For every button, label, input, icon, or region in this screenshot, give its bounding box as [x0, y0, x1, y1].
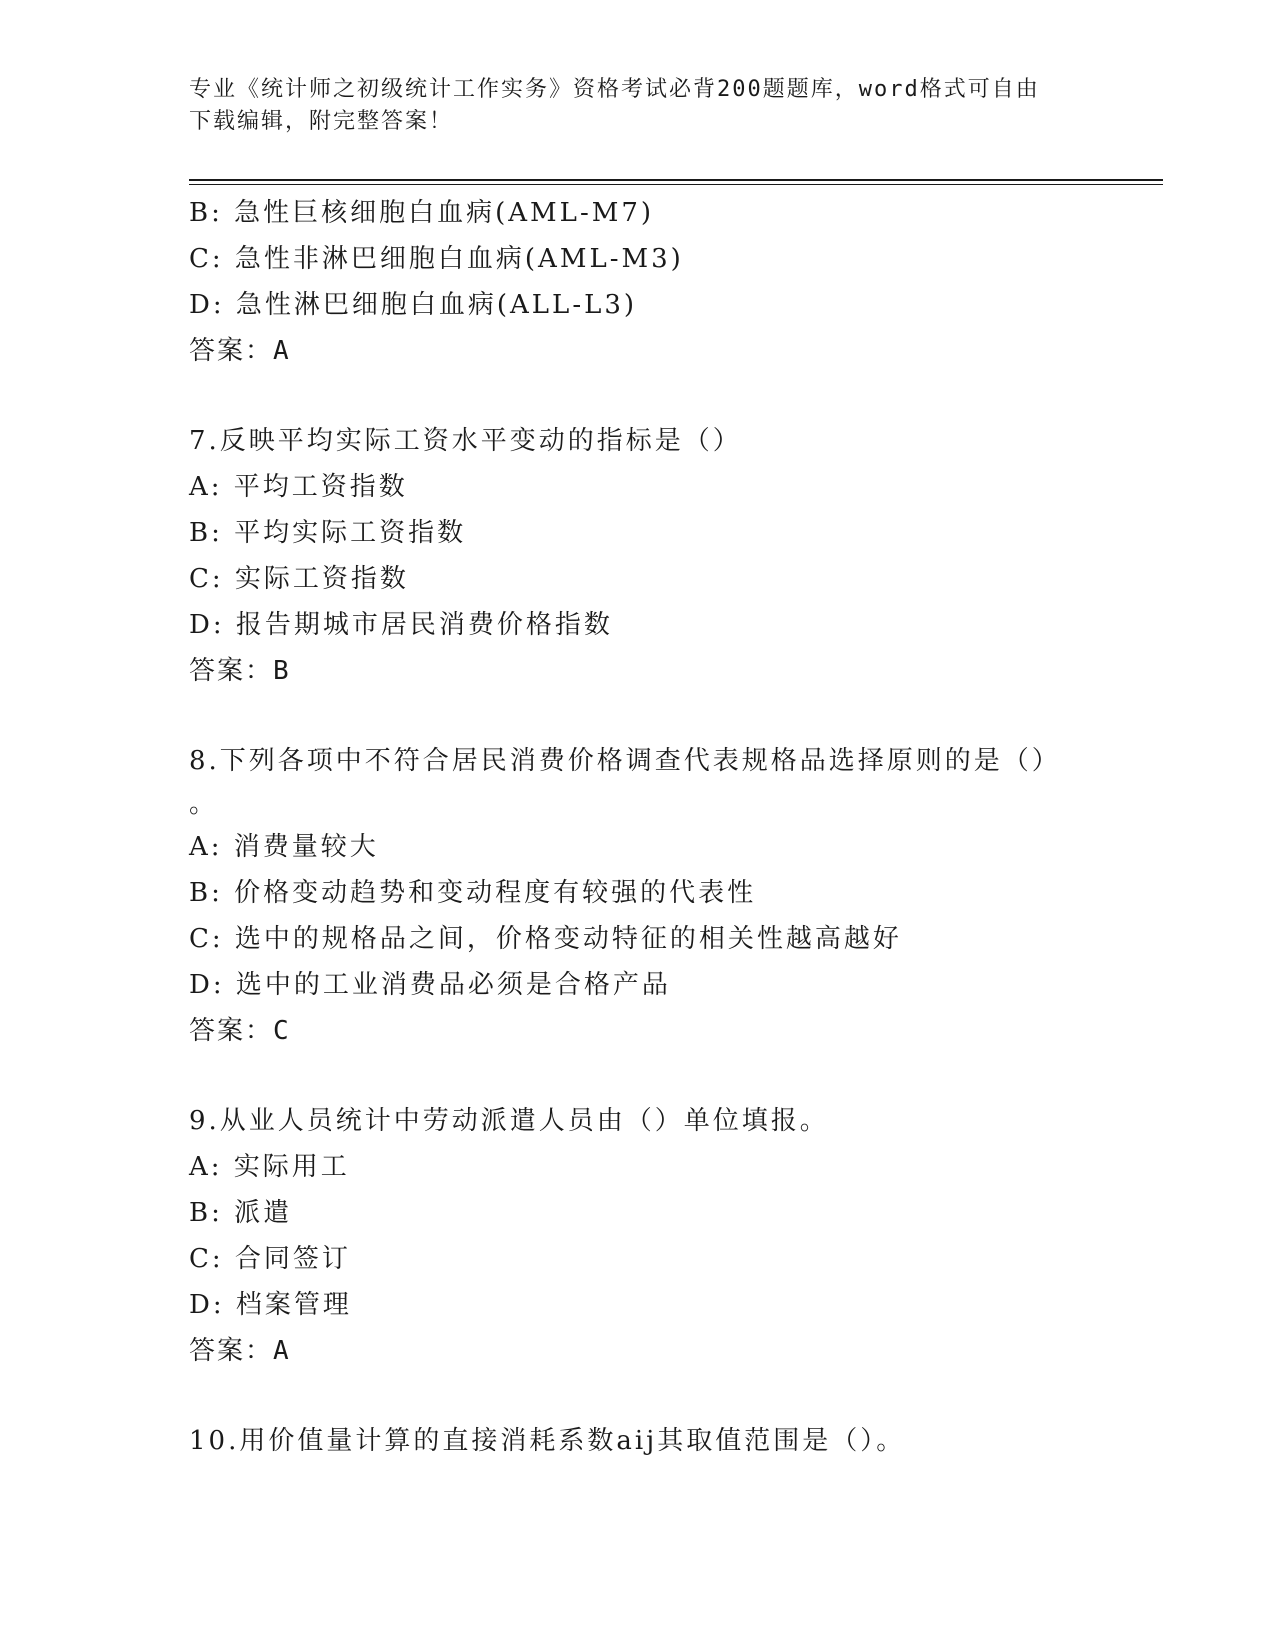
question-text: 9.从业人员统计中劳动派遣人员由（）单位填报。: [189, 1106, 829, 1136]
answer-label: 答案：B: [189, 656, 291, 686]
option-d: D: 报告期城市居民消费价格指数: [189, 610, 613, 640]
option-c: C: 实际工资指数: [189, 564, 409, 594]
option-c: C: 选中的规格品之间，价格变动特征的相关性越高越好: [189, 924, 902, 954]
option-a: A: 实际用工: [189, 1152, 350, 1182]
option-a: A: 平均工资指数: [189, 472, 408, 502]
question-7-block: [189, 418, 1109, 694]
header-line-2: 下载编辑，附完整答案！: [189, 109, 454, 134]
document-header: [189, 74, 1089, 138]
spacer: [189, 694, 1109, 738]
question-6-block: [189, 190, 1109, 374]
answer-label: 答案：A: [189, 1336, 291, 1366]
question-text: 7.反映平均实际工资水平变动的指标是（）: [189, 426, 742, 456]
question-8-block: [189, 738, 1109, 1054]
option-b: B: 价格变动趋势和变动程度有较强的代表性: [189, 878, 757, 908]
spacer: [189, 1374, 1109, 1418]
answer-label: 答案：A: [189, 336, 291, 366]
question-10-block: [189, 1418, 1109, 1464]
option-d: D: 选中的工业消费品必须是合格产品: [189, 970, 671, 1000]
option-b: B: 平均实际工资指数: [189, 518, 467, 548]
question-content: [189, 190, 1109, 1464]
question-text: 10.用价值量计算的直接消耗系数aij其取值范围是（）。: [189, 1426, 906, 1456]
question-text: 8.下列各项中不符合居民消费价格调查代表规格品选择原则的是（）: [189, 746, 1061, 776]
header-line-1: 专业《统计师之初级统计工作实务》资格考试必背200题题库，word格式可自由: [189, 77, 1040, 102]
option-c: C: 合同签订: [189, 1244, 351, 1274]
option-b: B: 派遣: [189, 1198, 293, 1228]
answer-label: 答案：C: [189, 1016, 291, 1046]
question-9-block: [189, 1098, 1109, 1374]
option-a: A: 消费量较大: [189, 832, 379, 862]
option-d: D: 急性淋巴细胞白血病(ALL-L3): [189, 290, 638, 320]
question-text-continued: 。: [189, 789, 219, 819]
option-c: C: 急性非淋巴细胞白血病(AML-M3): [189, 244, 684, 274]
option-b: B: 急性巨核细胞白血病(AML-M7): [189, 198, 655, 228]
header-rule-thin: [189, 184, 1163, 185]
header-rule-thick: [189, 179, 1163, 181]
option-d: D: 档案管理: [189, 1290, 352, 1320]
spacer: [189, 374, 1109, 418]
spacer: [189, 1054, 1109, 1098]
